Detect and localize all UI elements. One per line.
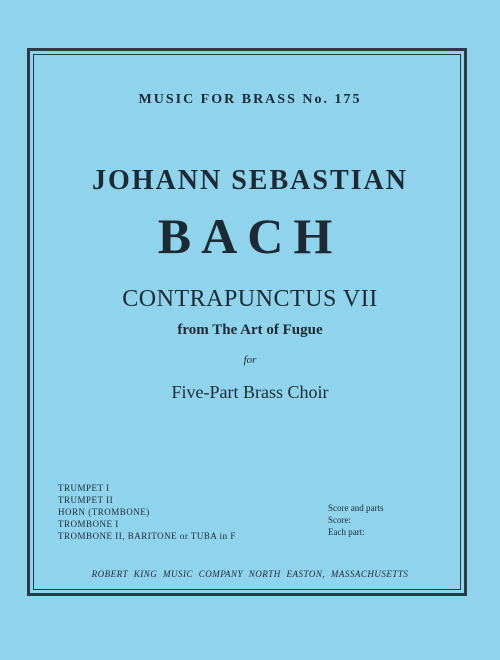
composer-first-names: JOHANN SEBASTIAN <box>92 165 408 196</box>
instrument-item: TROMBONE II, BARITONE or TUBA in F <box>58 531 236 541</box>
ensemble-label: Five-Part Brass Choir <box>171 382 329 402</box>
price-item: Score and parts <box>328 503 384 513</box>
price-list <box>328 502 383 538</box>
instrument-item: TROMBONE I <box>58 519 119 529</box>
composer-surname: BACH <box>157 208 343 264</box>
instrument-item: HORN (TROMBONE) <box>58 507 150 517</box>
work-title: CONTRAPUNCTUS VII <box>122 286 378 312</box>
series-label: MUSIC FOR BRASS No. 175 <box>138 92 362 107</box>
instrument-item: TRUMPET II <box>58 495 114 505</box>
instrument-item: TRUMPET I <box>58 483 110 493</box>
instrument-list <box>58 482 236 542</box>
for-label: for <box>243 354 257 366</box>
price-item: Each part: <box>328 527 365 537</box>
price-item: Score: <box>328 515 351 525</box>
work-subtitle: from The Art of Fugue <box>177 322 323 338</box>
publisher-line: ROBERT KING MUSIC COMPANY NORTH EASTON, MASSACHUSETTS <box>91 569 409 579</box>
